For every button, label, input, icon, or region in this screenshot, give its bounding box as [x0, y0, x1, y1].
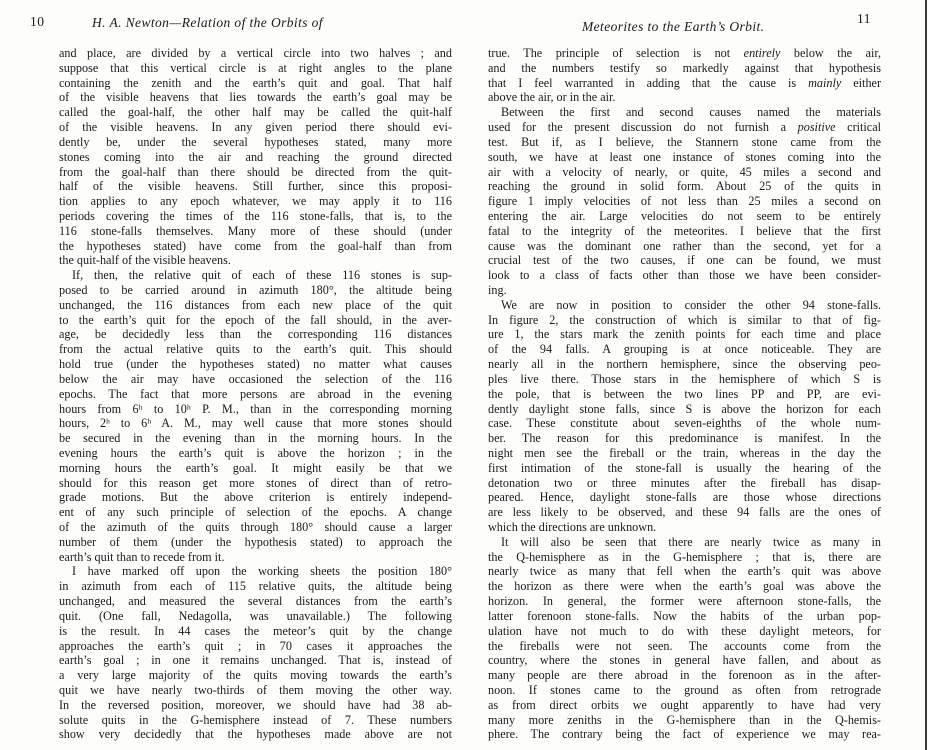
text-line: solute quits in the G-hemisphere instead of 7. These numbers — [59, 712, 452, 727]
text-line: tion applies to any epoch whatever, we may apply it to 116 — [59, 194, 452, 209]
text-line: country, where the stones in general have fallen, and about as — [488, 653, 881, 668]
right-running-title: Meteorites to the Earth’s Orbit. — [582, 19, 765, 34]
text-line: peared. Hence, daylight stone-falls are those whose directions — [488, 490, 881, 505]
text-line: nearly all in the northern hemisphere, since the observing peo- — [488, 357, 881, 372]
text-line: above the air, or in the air. — [488, 90, 616, 105]
text-line: posed to be carried around in azimuth 180°, the altitude being — [59, 283, 452, 297]
text-line: the quit-half of the visible heavens. — [59, 253, 231, 268]
text-line: approaches the earth’s quit ; in 70 cases it approaches the — [59, 638, 452, 653]
text-line: used for the present discussion do not furnish a positive critical — [488, 120, 881, 135]
text-line: ing. — [488, 283, 507, 297]
text-line: of the 94 falls. A grouping is at once noticeable. They are — [488, 342, 881, 357]
text-line: night men see the fireball or the train, whereas in the day the — [488, 445, 881, 460]
text-line: cause was the dominant one rather than the second, yet for a — [488, 238, 881, 253]
text-line: ber. The reason for this predominance is manifest. In the — [488, 431, 881, 446]
text-line: figure 1 imply velocities of not less than 25 miles a second on — [488, 194, 881, 209]
text-line: many people are there abroad in the forenoon as in the after- — [488, 668, 881, 683]
text-line: phere. The contrary being the fact of experience we may rea- — [488, 727, 881, 742]
text-line: horizon. In general, the former were afternoon stone-falls, the — [488, 594, 881, 609]
text-line: air with a velocity of nearly, or quite, 45 miles a second and — [488, 164, 881, 179]
right-column — [488, 46, 881, 742]
text-line: epochs. The fact that more persons are abroad in the evening — [59, 386, 452, 401]
text-line: periods covering the times of the 116 stone-falls, that is, to the — [59, 208, 452, 223]
text-line: hours, 2ʰ to 6ʰ A. M., may well cause that more stones should — [59, 416, 452, 431]
text-line: is the result. In 44 cases the meteor’s quit by the change — [59, 623, 452, 638]
text-line: evening hours the earth’s quit is above the horizon ; in the — [59, 445, 452, 460]
text-line: to the earth’s quit for the epoch of the fall should, in the aver- — [59, 312, 452, 327]
text-line: suppose that this vertical circle is at right angles to the plane — [59, 60, 452, 75]
text-line: latter forenoon stone-falls. Now the habits of the urban pop- — [488, 608, 881, 623]
text-line: in azimuth from each of 115 relative quits, the altitude being — [59, 579, 452, 594]
text-line: the hypotheses stated) have come from the goal-half than from — [59, 238, 452, 253]
text-line: In figure 2, the construction of which is similar to that of fig- — [488, 312, 881, 327]
text-line: It will also be seen that there are nearly twice as many in — [501, 534, 881, 549]
text-line: from the actual relative quits to the earth’s quit. This should — [59, 342, 452, 357]
text-line: called the goal-half, the other half may be called the quit-half — [59, 105, 452, 120]
text-line: should for this reason get more stones of direct than of retro- — [59, 475, 452, 490]
text-line: the horizon as there were when the earth’s goal was above the — [488, 579, 881, 594]
text-line: unchanged, the 116 distances from each new place of the quit — [59, 297, 452, 312]
text-line: true. The principle of selection is not entirely below the air, — [488, 46, 881, 60]
text-line: containing the zenith and the earth’s quit and goal. That half — [59, 75, 452, 90]
text-line: 116 stone-falls themselves. Many more of these should (under — [59, 223, 452, 238]
text-line: age, be decidedly less than the corresponding 116 distances — [59, 327, 452, 342]
text-line: entering the air. Large velocities do not seem to be entirely — [488, 208, 881, 223]
text-line: a very large majority of the quits moving towards the earth’s — [59, 668, 452, 683]
text-line: dently daylight stone falls, since S is above the horizon for each — [488, 401, 881, 416]
text-line: earth’s goal ; in one it remains unchanged. That is, instead of — [59, 653, 452, 668]
text-line: many more zeniths in the G-hemisphere than in the Q-hemis- — [488, 712, 881, 727]
text-line: and the numbers testify so markedly against that hypothesis — [488, 60, 881, 75]
text-line: and place, are divided by a vertical circle into two halves ; and — [59, 46, 452, 60]
right-page-number: 11 — [857, 11, 871, 26]
text-line: number of them (under the hypothesis stated) to approach the — [59, 534, 452, 549]
text-line: We are now in position to consider the other 94 stone-falls. — [501, 297, 881, 312]
text-line: unchanged, and measured the several distances from the earth’s — [59, 594, 452, 609]
text-line: nearly twice as many that fell when the earth’s quit was above — [488, 564, 881, 579]
text-line: dently be, under the several hypotheses stated, many more — [59, 134, 452, 149]
text-line: of the visible heavens that lies towards the earth’s goal may be — [59, 90, 452, 105]
text-line: look to a class of facts other than those we have been consider- — [488, 268, 881, 283]
text-line: ulation have not much to do with these daylight meteors, for — [488, 623, 881, 638]
text-line: quit we have nearly two-thirds of them moving the other way. — [59, 682, 452, 697]
text-line: I have marked off upon the working sheets the position 180° — [72, 564, 452, 579]
text-line: earth’s quit than to recede from it. — [59, 549, 225, 564]
text-line: half of the visible heavens. Still further, since this proposi- — [59, 179, 452, 194]
left-page-number: 10 — [30, 14, 45, 29]
text-line: which the directions are unknown. — [488, 520, 657, 534]
text-line: If, then, the relative quit of each of these 116 stones is sup- — [72, 268, 452, 283]
text-line: hold true (under the hypotheses stated) no matter what causes — [59, 357, 452, 372]
text-line: of the azimuth of the quits through 180° should cause a larger — [59, 520, 452, 534]
text-line: crucial test of the two causes, if one can be found, we must — [488, 253, 881, 268]
page-edge-line — [925, 0, 927, 750]
text-line: first intimation of the stone-fall is usually the hearing of the — [488, 460, 881, 475]
text-line: test. But if, as I believe, the Stannern stone came from the — [488, 134, 881, 149]
text-line: Between the first and second causes named the materials — [501, 105, 881, 120]
text-line: of the visible heavens. In any given period there should evi- — [59, 120, 452, 135]
left-running-title: H. A. Newton—Relation of the Orbits of — [92, 15, 323, 30]
text-line: the pole, that is between the two lines PP and PP, are evi- — [488, 386, 881, 401]
text-line: south, we have at least one instance of stones coming into the — [488, 149, 881, 164]
text-line: the Q-hemisphere as in the G-hemisphere ; that is, there are — [488, 549, 881, 564]
text-line: that I feel warranted in adding that the cause is mainly either — [488, 75, 881, 90]
text-line: show very decidedly that the hypotheses made above are not — [59, 727, 452, 742]
text-line: grade motions. But the above criterion is entirely independ- — [59, 490, 452, 505]
text-line: fatal to the integrity of the meteorites. I believe that the first — [488, 223, 881, 238]
text-line: detonation two or three minutes after the fireball has disap- — [488, 475, 881, 490]
text-line: as from direct orbits we ought apparently to have had very — [488, 697, 881, 712]
text-line: stones coming into the air and reaching the ground directed — [59, 149, 452, 164]
text-line: from the goal-half than there should be directed from the quit- — [59, 164, 452, 179]
text-line: In the reversed position, moreover, we should have had 38 ab- — [59, 697, 452, 712]
text-line: below the air may have occasioned the selection of the 116 — [59, 371, 452, 386]
text-line: are less likely to be observed, and these 94 falls are the ones of — [488, 505, 881, 520]
text-line: ure 1, the stars mark the zenith points for each time and place — [488, 327, 881, 342]
text-line: ent of any such principle of selection of the epochs. A change — [59, 505, 452, 520]
text-line: the fireballs were not seen. The accounts come from the — [488, 638, 881, 653]
text-line: quit. (One fall, Nedagolla, was unavailable.) The following — [59, 608, 452, 623]
text-line: hours from 6ʰ to 10ʰ P. M., than in the corresponding morning — [59, 401, 452, 416]
text-line: morning hours the earth’s goal. It might easily be that we — [59, 460, 452, 475]
text-line: case. These constitute about seven-eighths of the whole num- — [488, 416, 881, 431]
left-column — [59, 46, 452, 742]
text-line: noon. If stones came to the ground as often from retrograde — [488, 682, 881, 697]
text-line: ples live there. Those stars in the hemisphere of which S is — [488, 371, 881, 386]
text-line: reaching the ground in solid form. About 25 of the quits in — [488, 179, 881, 194]
text-line: be secured in the evening than in the morning hours. In the — [59, 431, 452, 446]
